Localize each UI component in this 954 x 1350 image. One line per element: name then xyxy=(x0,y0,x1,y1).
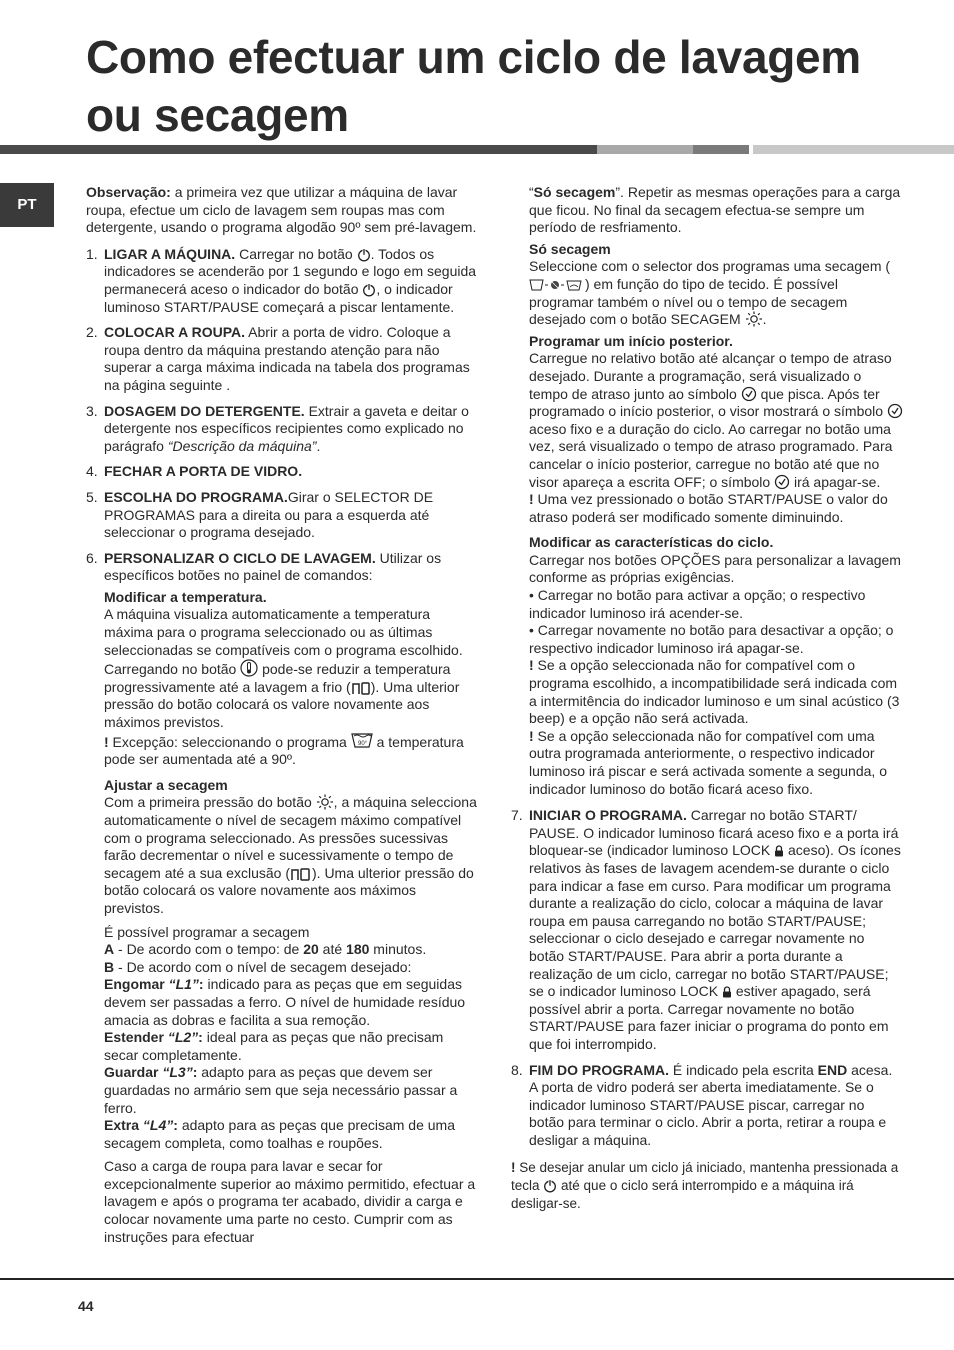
temperature-exception: ! Excepção: seleccionando o programa 90° a temperatura pode ser aumentada até a 90º. xyxy=(104,733,464,768)
cotton-90-icon xyxy=(351,732,373,750)
dry-programs-icon xyxy=(529,278,585,292)
step-4: 4. FECHAR A PORTA DE VIDRO. xyxy=(86,463,303,480)
temperature-heading: Modificar a temperatura. xyxy=(104,588,267,605)
so-secagem-continuation: “Só secagem”. Repetir as mesmas operações para a carga que ficou. No final da secagem efectua-se sempre um período de resfriamento. xyxy=(529,184,901,236)
temperature-text: A máquina visualiza automaticamente a temperatura máxima para o programa seleccionado ou as últimas seleccionadas se compatíveis com o programa escolhido. Carregando no botão pode-se reduzir a temperatura progressivamente até a lavagem a frio ( ). Uma ulterior pressão do botão colocará os valore novamente aos máximos previstos. xyxy=(104,606,463,731)
drying-heading: Ajustar a secagem xyxy=(104,776,228,793)
language-tab: PT xyxy=(0,183,54,227)
power-icon xyxy=(357,248,371,262)
cycle-options-text: Carregar nos botões OPÇÕES para personalizar a lavagem conforme as próprias exigências. xyxy=(529,551,901,586)
cold-wash-icon xyxy=(351,681,371,695)
step-3: 3. DOSAGEM DO DETERGENTE. Extrair a gaveta e deitar o detergente nos específicos recipientes como explicado no parágrafo “Descrição da máquina”. xyxy=(86,402,469,454)
right-column xyxy=(511,184,903,1212)
page-number: 44 xyxy=(78,1298,94,1314)
cancel-cycle-note: ! Se desejar anular um ciclo já iniciado, mantenha pressionada a tecla até que o ciclo será interrompido e a máquina irá desligar-se. xyxy=(511,1160,899,1211)
so-secagem-text: Seleccione com o selector dos programas uma secagem () em função do tipo de tecido. É possível programar também o nível ou o tempo de secagem desejado com o botão SECAGEM . xyxy=(529,258,891,328)
level-l3: Guardar “L3”: adapto para as peças que devem ser guardadas no armário sem que seja necessário passar a ferro. xyxy=(104,1064,458,1116)
header-bar-dark xyxy=(0,145,597,154)
drying-text: Com a primeira pressão do botão , a máquina selecciona automaticamente o nível de secagem máximo compatível com o programa seleccionado. As pressões sucessivas farão decrementar o nível e sucessivamente o tempo de secagem até a sua exclusão ( ). Uma ulterior pressão do botão colocará os valore novamente aos máximos previstos. xyxy=(104,794,477,916)
svg-text:90°: 90° xyxy=(357,740,367,747)
temperature-icon xyxy=(240,659,258,677)
level-l4: Extra “L4”: adapto para as peças que precisam de uma secagem completa, como toalhas e roupões. xyxy=(104,1117,455,1151)
step-1: 1. LIGAR A MÁQUINA. Carregar no botão . Todos os indicadores se acenderão por 1 segundo e logo em seguida permanecerá aceso o indicador do botão , o indicador luminoso START/PAUSE começará a piscar lentamente. xyxy=(86,245,477,315)
step-6-details xyxy=(86,589,478,1246)
no-drying-icon xyxy=(290,867,312,881)
delay-clock-icon xyxy=(774,474,790,490)
drying-icon xyxy=(745,311,763,327)
step-6-continued xyxy=(511,184,903,798)
power-icon xyxy=(362,283,376,297)
page-title: Como efectuar um ciclo de lavagem ou secagem xyxy=(86,31,861,141)
level-l1: Engomar “L1”: indicado para as peças que em seguidas devem ser passadas a ferro. O nível de humidade resíduo amacia as dobras e facilita a sua remoção. xyxy=(104,976,466,1028)
overload-note: Caso a carga de roupa para lavar e secar for excepcionalmente superior ao máximo permitido, efectuar a lavagem e após o programa ter acabado, dividir a carga e colocar novamente uma parte no cesto. Cumprir com as instruções para efectuar xyxy=(104,1158,476,1245)
cycle-options-heading: Modificar as características do ciclo. xyxy=(529,534,774,551)
delay-start-text: Carregue no relativo botão até alcançar o tempo de atraso desejado. Durante a programação, será visualizado o tempo de atraso junto ao símbolo que pisca. Após ter programado o início posterior, o visor mostrará o símbolo aceso fixo e a duração do ciclo. Ao carregar no botão uma vez, será visualizado o tempo de atraso programado. Para cancelar o início posterior, carregue no botão até que no visor apareça a escrita OFF; o símbolo irá apagar-se. xyxy=(529,350,903,491)
header-bar-light xyxy=(753,145,954,154)
header-bar-mid xyxy=(597,145,693,154)
step-8: 8. FIM DO PROGRAMA. É indicado pela escrita END acesa. A porta de vidro poderá ser aberta imediatamente. Se o indicador luminoso START/PAUSE piscar, carregar no botão para terminar o ciclo. Abrir a porta, retirar a roupa e desligar a máquina. xyxy=(511,1061,893,1148)
step-7: 7. INICIAR O PROGRAMA. Carregar no botão START/ PAUSE. O indicador luminoso ficará aceso fixo e a porta irá bloquear-se (indicador luminoso LOCK aceso). Os ícones relativos às fases de lavagem acendem-se durante o ciclo para indicar a fase em curso. Para modificar um programa durante a realização do ciclo, colocar a máquina de lavar roupa em pausa carregando no botão START/PAUSE; seleccionar o ciclo desejado e carregar novamente no botão START/PAUSE. Para abrir a porta durante a realização de um ciclo, carregar no botão START/PAUSE; se o indicador luminoso LOCK estiver apagado, será possível abrir a porta. Carregar novamente no botão START/PAUSE para fazer iniciar o programa do ponto em que foi interrompido. xyxy=(511,807,901,1052)
cycle-options-activate: • Carregar no botão para activar a opção; o respectivo indicador luminoso irá acender-se. xyxy=(529,587,866,621)
step-2: 2. COLOCAR A ROUPA. Abrir a porta de vidro. Coloque a roupa dentro da máquina prestando atenção para não superar a carga máxima indicada na tabela dos programas na página seguinte . xyxy=(86,324,470,393)
footer-rule xyxy=(0,1278,954,1280)
step-5: 5. ESCOLHA DO PROGRAMA.Girar o SELECTOR DE PROGRAMAS para a direita ou para a esquerda até seleccionar o programa desejado. xyxy=(86,488,434,541)
level-l2: Estender “L2”: ideal para as peças que não precisam secar completamente. xyxy=(104,1029,444,1063)
lock-icon xyxy=(722,986,732,998)
delay-start-note: ! Uma vez pressionado o botão START/PAUSE o valor do atraso poderá ser modificado somente diminuindo. xyxy=(529,491,888,525)
power-icon xyxy=(543,1179,557,1193)
delay-clock-icon xyxy=(741,386,757,402)
cycle-options-note-1: ! Se a opção seleccionada não for compatível com o programa escolhido, a incompatibilidade será indicada com a intermitência do indicador luminoso e um sinal acústico (3 beep) e a opção não será activada. xyxy=(529,657,900,727)
so-secagem-heading: Só secagem xyxy=(529,240,611,257)
step-6: 6. PERSONALIZAR O CICLO DE LAVAGEM. Utilizar os específicos botões no painel de comandos: xyxy=(86,549,442,584)
delay-clock-icon xyxy=(887,403,903,419)
left-column xyxy=(86,184,478,1246)
cycle-options-note-2: ! Se a opção seleccionada não for compatível com uma outra programada anteriormente, o respectivo indicador luminoso irá piscar e será activada somente a segunda, o indicador luminoso do botão ficará aceso fixo. xyxy=(529,727,887,797)
header-bar-gray xyxy=(693,145,749,154)
option-b: B - De acordo com o nível de secagem desejado: xyxy=(104,958,412,975)
cycle-options-deactivate: • Carregar novamente no botão para desactivar a opção; o respectivo indicador luminoso irá apagar-se. xyxy=(529,622,894,656)
observation: Observação: a primeira vez que utilizar a máquina de lavar roupa, efectue um ciclo de lavagem sem roupas mas com detergente, usando o programa algodão 90º sem pré-lavagem. xyxy=(86,184,477,236)
drying-programming: É possível programar a secagem A - De acordo com o tempo: de 20 até 180 minutos. B - De acordo com o nível de secagem desejado: Engomar “L1”: indicado para as peças que em seguidas devem ser passadas a ferro. O nível de humidade resíduo amacia as dobras e facilita a sua remoção. Estender “L2”: ideal para as peças que não precisam secar completamente. Guardar “L3”: adapto para as peças que devem ser guardadas no armário sem que seja necessário passar a ferro. Extra “L4”: adapto para as peças que precisam de uma secagem completa, como toalhas e roupões. xyxy=(104,924,478,1153)
delay-start-heading: Programar um início posterior. xyxy=(529,332,733,349)
option-a: A - De acordo com o tempo: de 20 até 180 minutos. xyxy=(104,941,427,958)
drying-icon xyxy=(316,794,334,810)
lock-icon xyxy=(774,845,784,857)
